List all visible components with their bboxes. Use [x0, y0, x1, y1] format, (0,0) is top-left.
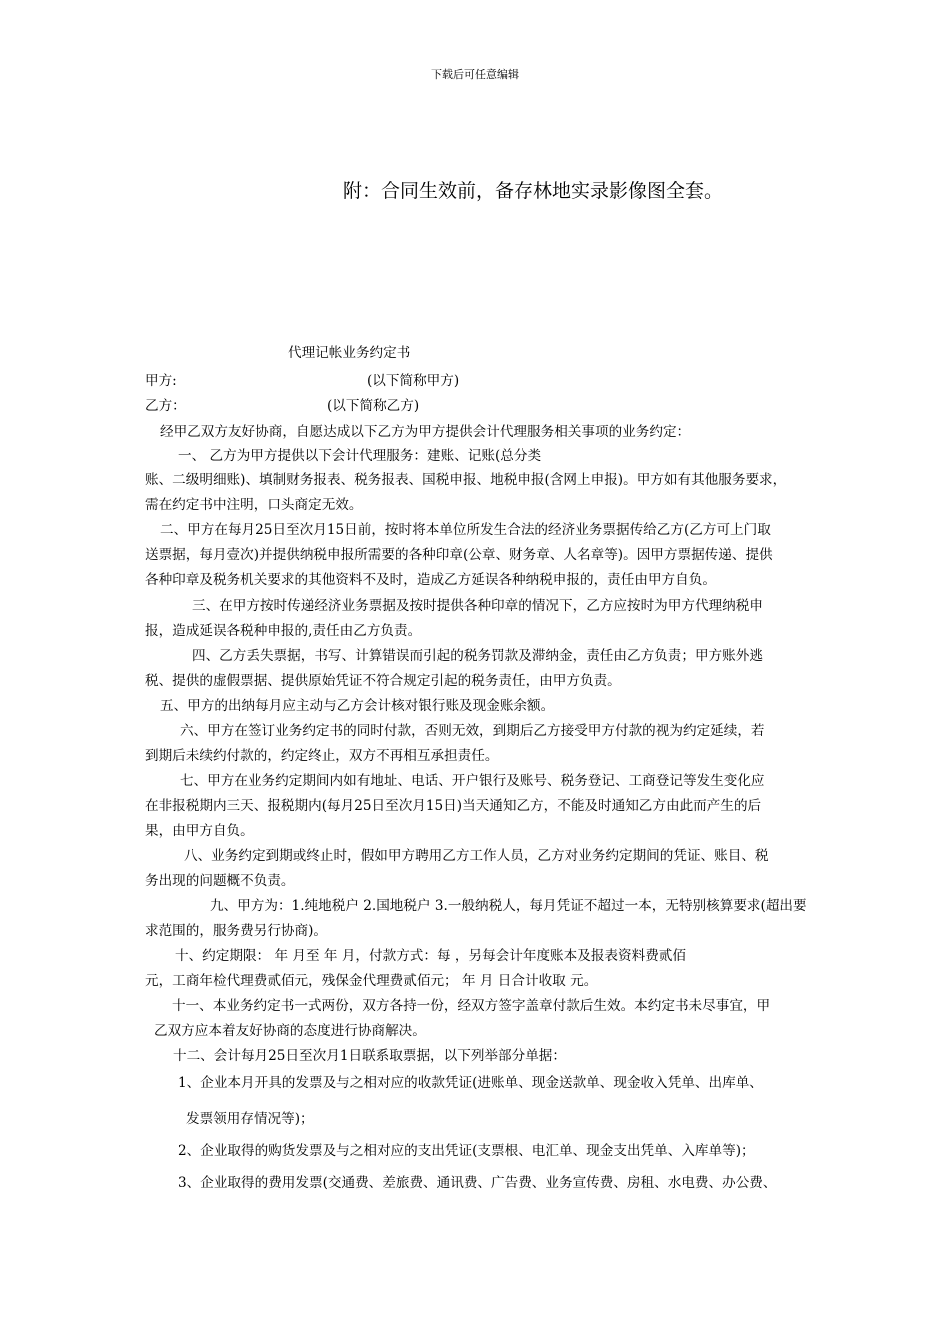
preamble: 经甲乙双方友好协商，自愿达成以下乙方为甲方提供会计代理服务相关事项的业务约定：: [160, 424, 691, 440]
party-b-label: 乙方：: [145, 398, 186, 414]
party-a-alias: (以下简称甲方): [367, 373, 460, 389]
clause-7-line-2: 在非报税期内三天、报税期内(每月25日至次月15日)当天通知乙方，不能及时通知乙方由此而产生的后: [145, 798, 762, 814]
clause-8-line-1: 八、业务约定到期或终止时，假如甲方聘用乙方工作人员，乙方对业务约定期间的凭证、账目、税: [184, 848, 769, 864]
clause-7-line-1: 七、甲方在业务约定期间内如有地址、电话、开户银行及账号、税务登记、工商登记等发生变化应: [180, 773, 765, 789]
page-header-note: 下载后可任意编辑: [431, 68, 519, 81]
clause-2-line-3: 各种印章及税务机关要求的其他资料不及时，造成乙方延误各种纳税申报的，责任由甲方自负。: [145, 572, 716, 588]
clause-2-line-2: 送票据，每月壹次)并提供纳税申报所需要的各种印章(公章、财务章、人名章等)。因甲方票据传递、提供: [145, 547, 773, 563]
clause-12-item-1-line-2: 发票领用存情况等)；: [186, 1111, 314, 1127]
clause-2-line-1: 二、甲方在每月25日至次月15日前，按时将本单位所发生合法的经济业务票据传给乙方(乙方可上门取: [160, 522, 771, 538]
clause-11-line-2: 乙双方应本着友好协商的态度进行协商解决。: [154, 1023, 426, 1039]
appendix-note: 附：合同生效前，备存林地实录影像图全套。: [343, 180, 724, 202]
clause-6-line-2: 到期后未续约付款的，约定终止，双方不再相互承担责任。: [145, 748, 499, 764]
clause-1-line-3: 需在约定书中注明，口头商定无效。: [145, 497, 363, 513]
clause-7-line-3: 果，由甲方自负。: [145, 823, 254, 839]
clause-9-line-1: 九、甲方为：1.纯地税户 2.国地税户 3.一般纳税人，每月凭证不超过一本，无特别核算要求(超出要: [210, 898, 807, 914]
clause-5: 五、甲方的出纳每月应主动与乙方会计核对银行账及现金账余额。: [160, 698, 555, 714]
document-title: 代理记帐业务约定书: [288, 345, 411, 361]
clause-1-line-2: 账、二级明细账)、填制财务报表、税务报表、国税申报、地税申报(含网上申报)。甲方如有其他服务要求，: [145, 472, 787, 488]
clause-4-line-2: 税、提供的虚假票据、提供原始凭证不符合规定引起的税务责任，由甲方负责。: [145, 673, 621, 689]
party-b-alias: (以下简称乙方): [327, 398, 420, 414]
clause-9-line-2: 求范围的，服务费另行协商)。: [145, 923, 328, 939]
clause-12-item-1-line-1: 1、企业本月开具的发票及与之相对应的收款凭证(进账单、现金送款单、现金收入凭单、出库单、: [178, 1075, 763, 1091]
clause-8-line-2: 务出现的问题概不负责。: [145, 873, 295, 889]
clause-3-line-1: 三、在甲方按时传递经济业务票据及按时提供各种印章的情况下，乙方应按时为甲方代理纳税申: [192, 598, 763, 614]
clause-12-item-3: 3、企业取得的费用发票(交通费、差旅费、通讯费、广告费、业务宣传费、房租、水电费、办公费、: [178, 1175, 777, 1191]
clause-10-line-2: 元，工商年检代理费贰佰元，残保金代理费贰佰元； 年 月 日合计收取 元。: [145, 973, 598, 989]
clause-11-line-1: 十一、本业务约定书一式两份，双方各持一份，经双方签字盖章付款后生效。本约定书未尽事宜，甲: [172, 998, 771, 1014]
clause-12-item-2: 2、企业取得的购货发票及与之相对应的支出凭证(支票根、电汇单、现金支出凭单、入库单等)；: [178, 1143, 755, 1159]
clause-6-line-1: 六、甲方在签订业务约定书的同时付款，否则无效，到期后乙方接受甲方付款的视为约定延续，若: [180, 723, 765, 739]
clause-4-line-1: 四、乙方丢失票据，书写、计算错误而引起的税务罚款及滞纳金，责任由乙方负责；甲方账外逃: [192, 648, 763, 664]
clause-3-line-2: 报，造成延误各税种申报的,责任由乙方负责。: [145, 623, 422, 639]
clause-12: 十二、会计每月25日至次月1日联系取票据，以下列举部分单据：: [173, 1048, 566, 1064]
party-a-label: 甲方:: [145, 373, 177, 389]
clause-1-line-1: 一、 乙方为甲方提供以下会计代理服务：建账、记账(总分类: [178, 448, 542, 464]
clause-10-line-1: 十、约定期限： 年 月至 年 月，付款方式：每 ，另每会计年度账本及报表资料费贰佰: [175, 948, 686, 964]
